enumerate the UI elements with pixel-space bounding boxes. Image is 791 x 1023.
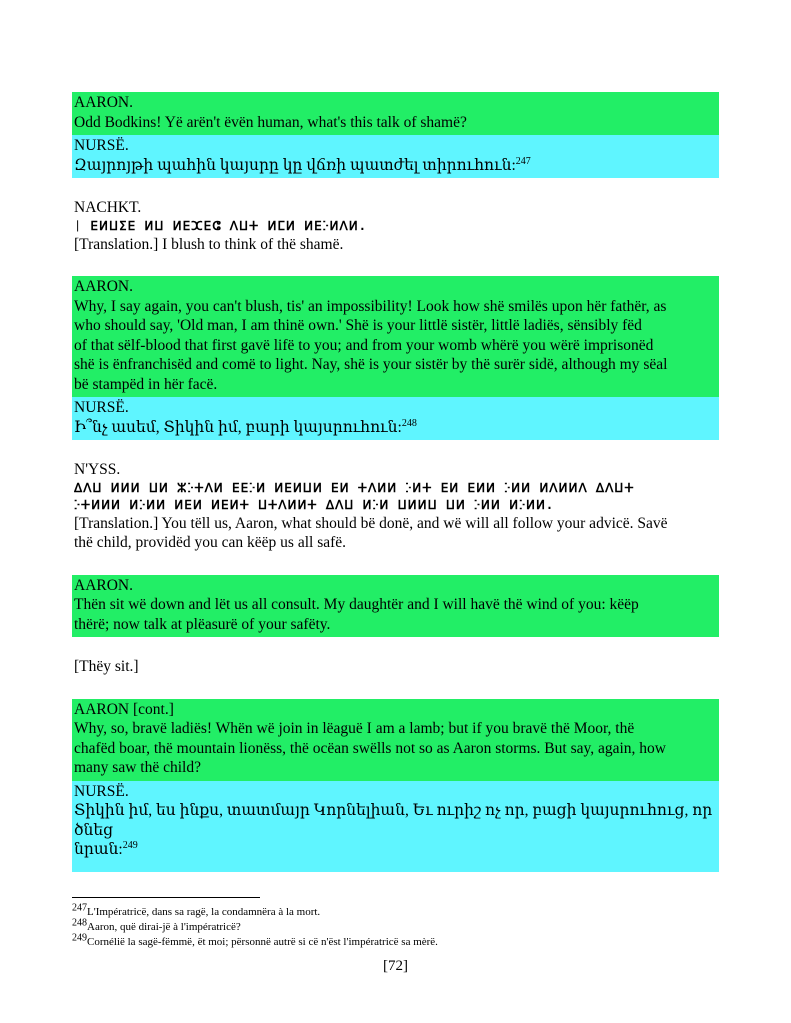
dialogue-line: Odd Bodkins! Yë arën't ëvën human, what's this talk of shamë? [74, 113, 467, 131]
alien-script-line: ⴾⵜⵍⵍⵍ ⵍⴾⵍⵍ ⵍⴹⵍ ⵍⴹⵍⵜ ⵡⵜⴷⵍⵍⵜ ⵠⴷⵡ ⵍⴾⵍ ⵡⵍⵍⵡ ⵡⵍ ⴾⵍⵍ ⵍⴾⵍⵍ. [74, 497, 555, 512]
dialogue-line: Զայրոյթի պահին կայսրը կը վճռի պատժել տիրուհուն:$^{247}$ [74, 155, 531, 174]
speaker: NURSË. [74, 399, 129, 416]
dialogue-line: chafëd boar, thë mountain lionëss, thë ocëan swëlls not so as Aaron storms. But say, again, how [74, 739, 666, 757]
page-number: [72] [383, 958, 408, 974]
dialogue-line: many saw thë child? [74, 759, 201, 776]
dialogue-block-nachkt [72, 197, 719, 257]
dialogue-line: նրան:$^{249}$ [74, 839, 138, 858]
speaker: NACHKT. [74, 199, 142, 216]
dialogue-line: Why, I say again, you can't blush, tis' an impossibility! Look how shë smilës upon hër fathër, as [74, 297, 667, 315]
footnote: $^{248}$Aaron, quë dirai-jë à l'impératricë? [72, 917, 241, 933]
dialogue-block-aaron-1 [72, 92, 719, 135]
dialogue-line: bë stampëd in hër facë. [74, 375, 218, 393]
footnote-divider [72, 897, 260, 898]
dialogue-block-aaron-4 [72, 699, 719, 781]
dialogue-line: shë is ënfranchisëd and comë to light. Nay, shë is your sistër by thë surër sidë, although my sëal [74, 356, 668, 373]
speaker: AARON. [74, 94, 133, 111]
alien-script-line: ᛁ ⴹⵍⵡⵉⴹ ⵍⵡ ⵍⴹⵋⴹⵛ ⴷⵡⵜ ⵍⵎⵍ ⵍⴹⴾⵍⴷⵍ. [74, 218, 367, 233]
footnote-ref: 247 [515, 155, 531, 167]
dialogue-block-nurse-1 [72, 135, 719, 178]
stage-direction [72, 656, 719, 680]
footnote-ref: 249 [122, 839, 138, 851]
dialogue-block-nyss [72, 459, 719, 556]
dialogue-block-aaron-2 [72, 276, 719, 397]
script-page [72, 92, 719, 872]
dialogue-block-nurse-2 [72, 397, 719, 440]
dialogue-line: of that sëlf-blood that first gavë lifë to you; and from your womb whërë you wërë imprisonëd [74, 336, 654, 354]
footnote-ref: 248 [401, 417, 417, 429]
dialogue-line: thërë; now talk at plëasurë of your safëty. [74, 615, 331, 633]
footnotes [72, 902, 722, 950]
speaker: NURSË. [74, 782, 129, 800]
dialogue-line: Why, so, bravë ladiës! Whën wë join in lëaguë I am a lamb; but if you bravë thë Moor, thë [74, 720, 635, 737]
speaker: AARON. [74, 576, 133, 594]
speaker: AARON [cont.] [74, 700, 174, 718]
translation-line: [Translation.] You tëll us, Aaron, what should bë donë, and wë will all follow your advicë. Savë [74, 514, 668, 532]
dialogue-line: who should say, 'Old man, I am thinë own.' Shë is your littlë sistër, littlë ladiës, sënsibly fëd [74, 317, 642, 334]
dialogue-line: Տիկին իմ, ես ինքս, տատմայր Կորնելիան, Եւ ուրիշ ոչ որ, բացի կայսրուհուց, որ ծնեց [74, 802, 713, 839]
speaker: N'YSS. [74, 461, 121, 478]
translation-line: thë child, providëd you can këëp us all safë. [74, 534, 347, 551]
speaker: NURSË. [74, 137, 129, 154]
translation-line: [Translation.] I blush to think of thë shamë. [74, 235, 344, 253]
dialogue-line: Thën sit wë down and lët us all consult. My daughtër and I will havë thë wind of you: këëp [74, 596, 639, 613]
dialogue-block-nurse-3 [72, 781, 719, 872]
alien-script-line: ⵠⴷⵡ ⵍⵍⵍ ⵡⵍ ⵣⴾⵜⴷⵍ ⴹⴹⴾⵍ ⵍⴹⵍⵡⵍ ⴹⵍ ⵜⴷⵍⵍ ⴾⵍⵜ ⴹⵍ ⴹⵍⵍ ⴾⵍⵍ ⵍⴷⵍⵍⴷ ⵠⴷⵡⵜ [74, 480, 635, 495]
footnote: $^{249}$Cornéliё la sagë-fëmmë, ët moi; përsonnë autrë si cë n'ëst l'impératricë sa mèrë. [72, 932, 438, 948]
dialogue-line: Ի՞նչ ասեմ, Տիկին իմ, բարի կայսրուհուն:$^{248}$ [74, 417, 417, 436]
speaker: AARON. [74, 278, 133, 295]
footnote: $^{247}$L'Impératricë, dans sa ragë, la condamnëra à la mort. [72, 902, 321, 918]
stage-direction-text: [Thëy sit.] [74, 658, 139, 675]
dialogue-block-aaron-3 [72, 575, 719, 638]
